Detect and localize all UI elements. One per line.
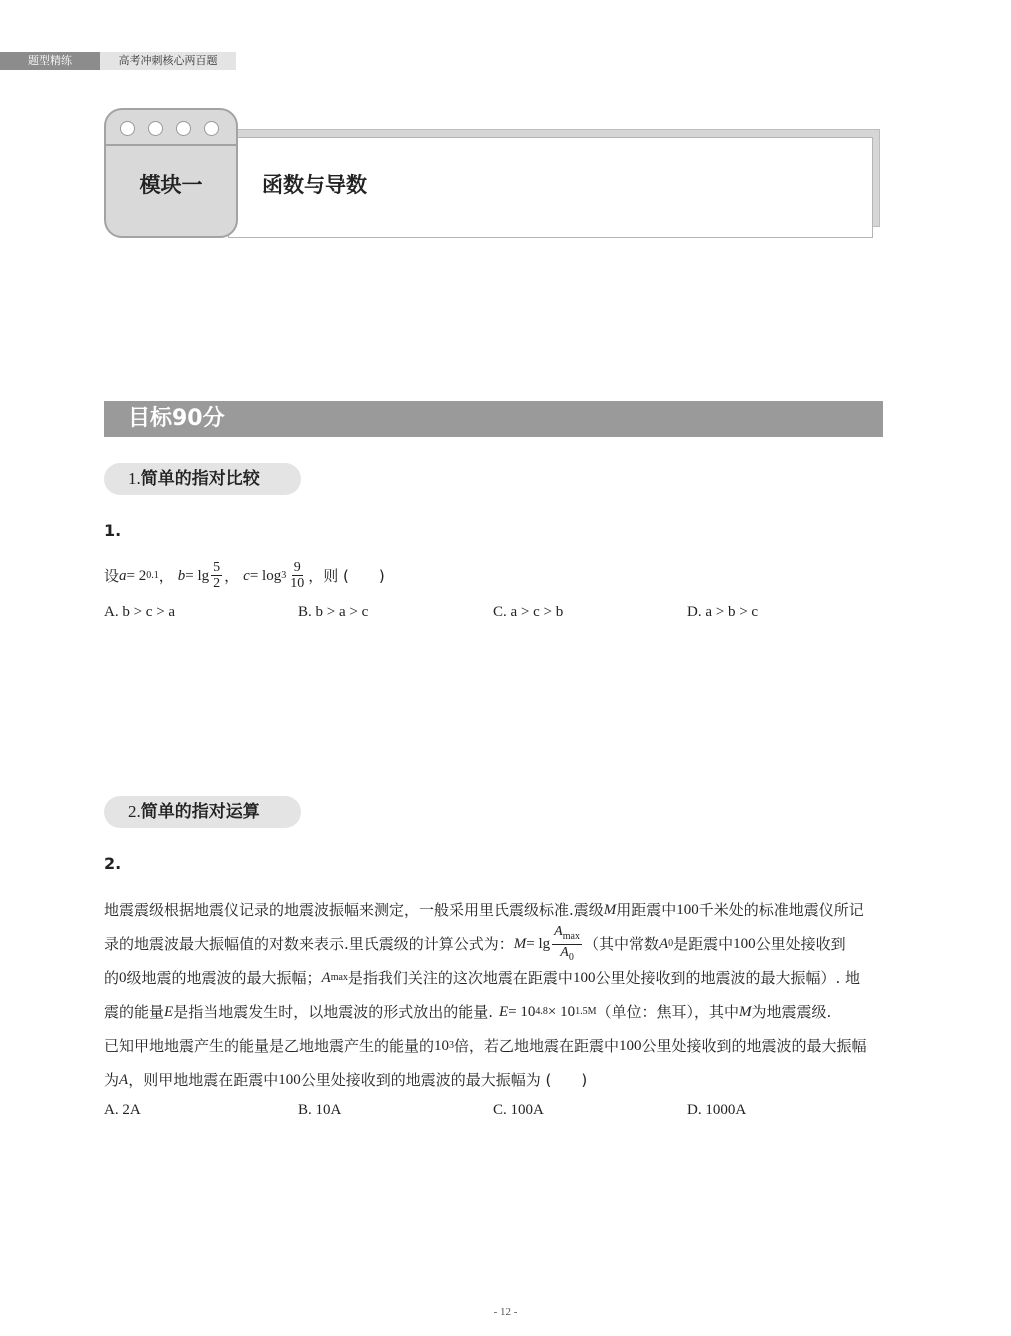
section-heading-2	[104, 796, 301, 828]
stem-text: 为地震震级.	[751, 1003, 832, 1021]
stem-text: ，	[158, 566, 174, 585]
stem-math: × 10	[547, 1004, 576, 1020]
dot-icon	[204, 121, 219, 136]
subscript: max	[562, 930, 580, 942]
stem-line	[104, 995, 884, 1029]
number: 10	[434, 1038, 450, 1054]
denominator: 10	[290, 576, 305, 591]
header-book-title: 高考冲刺核心两百题	[100, 52, 236, 70]
subscript: max	[330, 972, 348, 983]
fraction	[211, 560, 222, 591]
stem-text: 公里处接收到的地震波的最大振幅为 ( )	[300, 1071, 588, 1089]
stem-line	[104, 893, 884, 927]
stem-math: = lg	[526, 936, 551, 952]
log-base: 3	[281, 569, 287, 581]
question-stem-1	[104, 560, 385, 591]
dot-icon	[120, 121, 135, 136]
stem-text: 是距震中	[673, 935, 734, 953]
page-number: - 12 -	[493, 1306, 518, 1318]
option-c[interactable]: C. a > c > b	[493, 604, 564, 620]
denominator: 2	[213, 576, 221, 591]
var-M: M	[739, 1004, 752, 1020]
number: 100	[733, 936, 756, 952]
var-a: a	[119, 567, 127, 584]
stem-math: = log	[249, 567, 282, 584]
section-heading-1	[104, 463, 301, 495]
fraction	[552, 924, 582, 965]
stem-math: = lg	[185, 567, 210, 584]
section-separator: .	[136, 802, 141, 821]
stem-line	[104, 1029, 884, 1063]
var-b: b	[177, 567, 186, 584]
subscript: 0	[668, 938, 674, 949]
module-title: 函数与导数	[262, 173, 367, 197]
stem-text: 用距震中	[616, 901, 677, 919]
exponent: 4.8	[535, 1006, 548, 1017]
stem-text: ，则 ( )	[308, 566, 385, 585]
section-number: 2	[128, 802, 137, 821]
stem-text: 公里处接收到	[755, 935, 846, 953]
question-number-2: 2.	[104, 854, 122, 873]
number: 100	[619, 1038, 642, 1054]
stem-text: （其中常数	[583, 935, 659, 953]
option-c[interactable]: C. 100A	[493, 1102, 544, 1118]
stem-text: （单位：焦耳），其中	[596, 1003, 739, 1021]
stem-math: = 2	[126, 567, 147, 584]
option-a[interactable]: A. 2A	[104, 1102, 141, 1118]
module-tab-dots	[120, 121, 219, 136]
stem-text: 地震震级根据地震仪记录的地震波振幅来测定，一般采用里氏震级标准.震级	[104, 901, 604, 919]
option-d[interactable]: D. a > b > c	[687, 604, 759, 620]
stem-text: 已知甲地地震产生的能量是乙地地震产生的能量的	[104, 1037, 435, 1055]
stem-text: 为	[104, 1071, 120, 1089]
exponent: 3	[449, 1040, 455, 1051]
stem-text: 千米处的标准地震仪所记	[698, 901, 864, 919]
stem-line	[104, 923, 884, 963]
subscript: 0	[568, 951, 574, 963]
question-stem-2	[104, 893, 884, 1097]
stem-text: 震的能量	[104, 1003, 165, 1021]
header-tag: 题型精练	[0, 52, 100, 70]
option-b[interactable]: B. 10A	[298, 1102, 342, 1118]
var-M: M	[603, 902, 617, 918]
section-title: 简单的指对运算	[140, 802, 260, 822]
stem-line	[104, 1063, 884, 1097]
number: 100	[278, 1072, 301, 1088]
stem-math: = 10	[508, 1004, 536, 1020]
var-A: A	[560, 944, 569, 960]
option-a[interactable]: A. b > c > a	[104, 604, 176, 620]
stem-line	[104, 961, 884, 995]
option-d[interactable]: D. 1000A	[687, 1102, 747, 1118]
section-title: 简单的指对比较	[140, 469, 260, 489]
var-c: c	[243, 567, 250, 584]
stem-text: 倍，若乙地地震在距震中	[454, 1037, 620, 1055]
stem-text: 公里处接收到的地震波的最大振幅	[641, 1037, 867, 1055]
module-tab-divider	[106, 144, 236, 146]
goal-heading: 目标90分	[104, 401, 883, 437]
number: 100	[572, 970, 596, 986]
stem-text: 是指当地震发生时，以地震波的形式放出的能量.	[173, 1003, 493, 1021]
module-tab	[104, 108, 238, 238]
section-separator: .	[136, 469, 141, 488]
question-number-1: 1.	[104, 521, 122, 540]
stem-text: ，	[224, 566, 240, 585]
var-A: A	[658, 936, 669, 952]
numerator: 9	[293, 560, 301, 575]
section-number: 1	[128, 469, 137, 488]
option-b[interactable]: B. b > a > c	[298, 604, 369, 620]
var-M: M	[513, 936, 527, 952]
var-A: A	[119, 1072, 129, 1088]
numerator	[552, 924, 582, 945]
stem-text: ，则甲地地震在距震中	[128, 1071, 279, 1089]
var-E: E	[498, 1004, 509, 1020]
fraction	[288, 560, 306, 591]
stem-text: 的	[104, 969, 120, 987]
stem-text: 是指我们关注的这次地震在距震中	[347, 969, 573, 987]
var-A: A	[554, 923, 563, 939]
stem-text: 录的地震波最大振幅值的对数来表示.里氏震级的计算公式为：	[104, 935, 514, 953]
numerator: 5	[213, 560, 221, 575]
stem-text: 级地震的地震波的最大振幅；	[126, 969, 322, 987]
stem-text: 公里处接收到的地震波的最大振幅）. 地	[595, 969, 860, 987]
var-E: E	[164, 1004, 174, 1020]
var-A: A	[321, 970, 331, 986]
number: 0	[119, 970, 127, 986]
dot-icon	[148, 121, 163, 136]
number: 100	[676, 902, 699, 918]
stem-text: 设	[104, 566, 120, 585]
exponent: 0.1	[146, 569, 159, 581]
dot-icon	[176, 121, 191, 136]
module-label: 模块一	[139, 173, 203, 197]
exponent: 1.5M	[575, 1006, 597, 1017]
